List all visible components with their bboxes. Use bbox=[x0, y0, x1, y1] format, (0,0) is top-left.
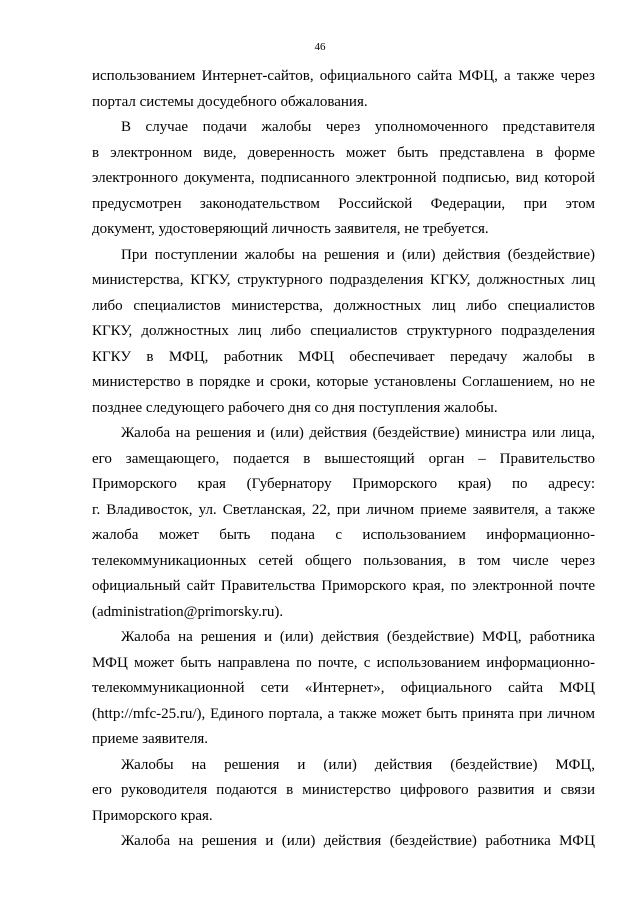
text-line: Приморского края (Губернатору Приморского края) по адресу: bbox=[92, 476, 595, 492]
text-line: его руководителя подаются в министерство цифрового развития и связи bbox=[92, 782, 595, 798]
text-line: предусмотрен законодательством Российской Федерации, при этом bbox=[92, 195, 595, 212]
text-line: министерства, КГКУ, структурного подразделения КГКУ, должностных лиц bbox=[92, 272, 595, 288]
text-line: либо специалистов министерства, должностных лиц либо специалистов bbox=[92, 297, 595, 314]
document-body bbox=[92, 64, 595, 855]
paragraph bbox=[92, 625, 595, 753]
text-line: официальный сайт Правительства Приморского края, по электронной почте bbox=[92, 578, 595, 594]
text-line: МФЦ может быть направлена по почте, с использованием информационно- bbox=[92, 654, 595, 671]
text-line: Жалоба на решения и (или) действия (бездействие) работника МФЦ bbox=[121, 833, 595, 849]
text-line: (http://mfc-25.ru/), Единого портала, а также может быть принята при личном bbox=[92, 705, 595, 722]
text-line: телекоммуникационных сетей общего пользования, в том числе через bbox=[92, 552, 595, 569]
page-number: 46 bbox=[314, 41, 326, 53]
text-line: В случае подачи жалобы через уполномоченного представителя bbox=[121, 119, 595, 135]
text-line: (administration@primorsky.ru). bbox=[92, 603, 284, 620]
text-line: позднее следующего рабочего дня со дня поступления жалобы. bbox=[92, 399, 498, 416]
text-line: электронного документа, подписанного электронной подписью, вид которой bbox=[92, 170, 595, 186]
text-line: Приморского края. bbox=[92, 807, 213, 824]
text-line: министерство в порядке и сроки, которые установлены Соглашением, но не bbox=[92, 374, 595, 390]
paragraph bbox=[92, 115, 595, 243]
paragraph bbox=[92, 64, 595, 115]
text-line: документ, удостоверяющий личность заявителя, не требуется. bbox=[92, 221, 489, 237]
paragraph bbox=[92, 243, 595, 422]
text-line: приеме заявителя. bbox=[92, 731, 209, 747]
text-line: КГКУ, должностных лиц либо специалистов структурного подразделения bbox=[92, 323, 595, 339]
text-line: Жалоба на решения и (или) действия (бездействие) министра или лица, bbox=[121, 425, 595, 441]
text-line: портал системы досудебного обжалования. bbox=[92, 93, 368, 110]
text-line: его замещающего, подается в вышестоящий орган – Правительство bbox=[92, 450, 595, 467]
paragraph bbox=[92, 753, 595, 830]
text-line: г. Владивосток, ул. Светланская, 22, при личном приеме заявителя, а также bbox=[92, 501, 595, 518]
paragraph bbox=[92, 829, 595, 855]
text-line: При поступлении жалобы на решения и (или) действия (бездействие) bbox=[121, 246, 595, 263]
text-line: КГКУ в МФЦ, работник МФЦ обеспечивает передачу жалобы в bbox=[92, 348, 595, 365]
text-line: Жалоба на решения и (или) действия (бездействие) МФЦ, работника bbox=[121, 629, 595, 645]
text-line: телекоммуникационной сети «Интернет», официального сайта МФЦ bbox=[92, 680, 595, 696]
text-line: в электронном виде, доверенность может быть представлена в форме bbox=[92, 144, 595, 161]
text-line: Жалобы на решения и (или) действия (бездействие) МФЦ, bbox=[121, 756, 595, 773]
paragraph bbox=[92, 421, 595, 625]
text-line: использованием Интернет-сайтов, официального сайта МФЦ, а также через bbox=[92, 68, 595, 84]
text-line: жалоба может быть подана с использованием информационно- bbox=[92, 527, 595, 543]
